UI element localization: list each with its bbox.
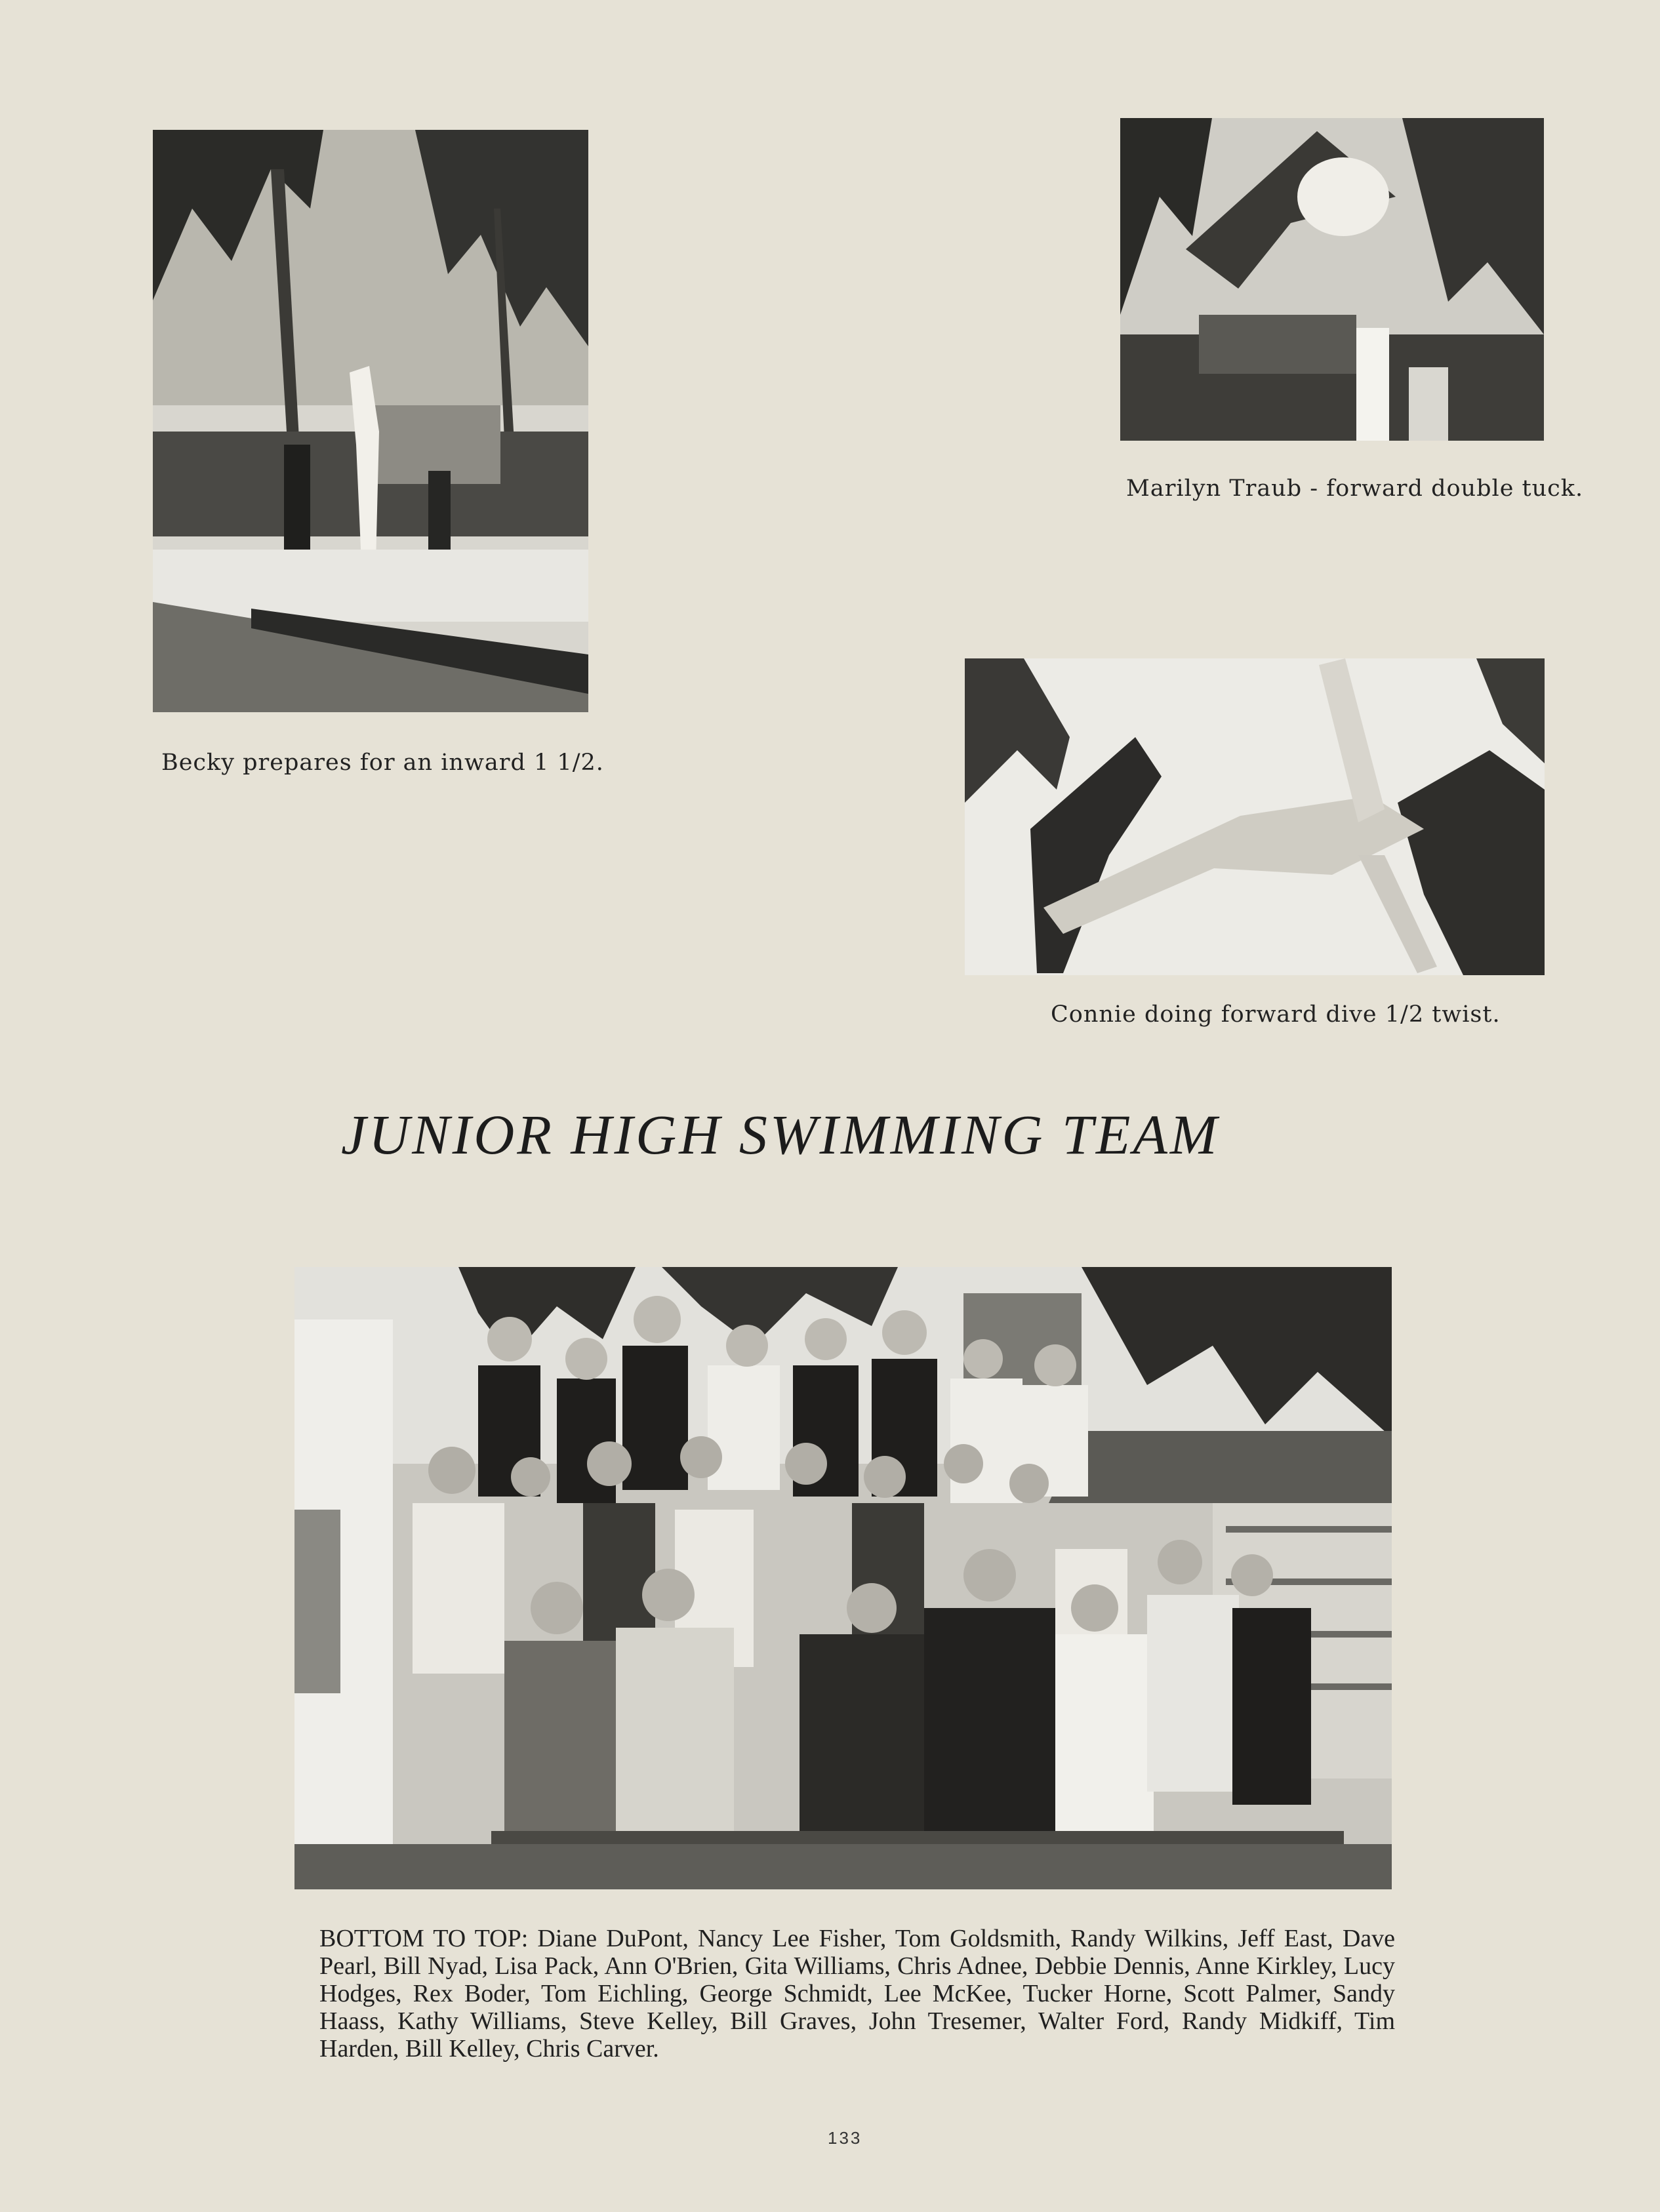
marilyn-photo	[1120, 118, 1544, 441]
connie-photo-image	[965, 658, 1545, 975]
team-photo-image	[294, 1267, 1392, 1889]
page-number: 133	[828, 2128, 862, 2148]
becky-caption: Becky prepares for an inward 1 1/2.	[161, 750, 604, 776]
connie-photo	[965, 658, 1545, 975]
becky-photo-image	[153, 130, 588, 712]
section-title: JUNIOR HIGH SWIMMING TEAM	[341, 1103, 1220, 1166]
marilyn-photo-image	[1120, 118, 1544, 441]
team-roster: BOTTOM TO TOP: Diane DuPont, Nancy Lee Fisher, Tom Goldsmith, Randy Wilkins, Jeff East, Dave Pearl, Bill Nyad, Lisa Pack, Ann O'Brien, Gita Williams, Chris Adnee, Debbie Dennis, Anne Kirkley, Lucy Hodges, Rex Boder, Tom Eichling, George Schmidt, Lee McKee, Tucker Horne, Scott Palmer, Sandy Haass, Kathy Williams, Steve Kelley, Bill Graves, John Tresemer, Walter Ford, Randy Midkiff, Tim Harden, Bill Kelley, Chris Carver.	[319, 1925, 1395, 2062]
marilyn-caption: Marilyn Traub - forward double tuck.	[1126, 475, 1584, 502]
connie-caption: Connie doing forward dive 1/2 twist.	[1051, 1001, 1501, 1028]
team-photo	[294, 1267, 1392, 1889]
becky-photo	[153, 130, 588, 712]
